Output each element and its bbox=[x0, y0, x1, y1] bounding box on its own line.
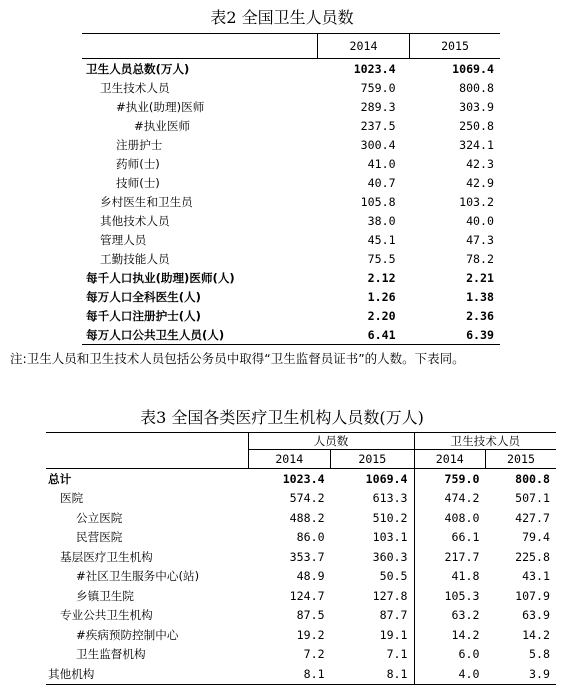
table2-value-2014: 300.4 bbox=[360, 137, 396, 152]
table2-row bbox=[82, 135, 500, 154]
table2-value-2015: 2.21 bbox=[466, 270, 494, 285]
table3-row-label: 总计 bbox=[48, 471, 72, 486]
table2-row-label: #执业(助理)医师 bbox=[116, 99, 205, 114]
table3-year-header: 2015 bbox=[485, 450, 556, 469]
table3-row bbox=[46, 664, 556, 684]
table3-value-cell: 800.8 bbox=[515, 471, 550, 486]
table3-value-cell: 8.1 bbox=[331, 664, 414, 684]
table2-row bbox=[82, 192, 500, 211]
table2-value-2015: 2.36 bbox=[466, 308, 494, 323]
table3-value-cell: 6.0 bbox=[414, 645, 485, 665]
table3-value-cell: 87.7 bbox=[379, 608, 408, 623]
table2-value-2015: 42.9 bbox=[466, 175, 494, 190]
table3-value-cell: 225.8 bbox=[515, 549, 550, 564]
table3-body bbox=[46, 469, 556, 685]
table3-value-cell: 1069.4 bbox=[365, 471, 408, 486]
table2-row-label: 药师(士) bbox=[116, 156, 160, 171]
table3-row-label: 基层医疗卫生机构 bbox=[60, 549, 153, 564]
table3-value-cell: 574.2 bbox=[289, 491, 325, 506]
table3-value-cell: 48.9 bbox=[296, 569, 325, 584]
table3 bbox=[46, 432, 556, 685]
table3-value-cell: 50.5 bbox=[379, 569, 408, 584]
table3-value-cell: 124.7 bbox=[289, 588, 325, 603]
table2-body bbox=[82, 59, 500, 345]
table2-row-label: 其他技术人员 bbox=[100, 213, 170, 228]
table2-row bbox=[82, 230, 500, 249]
table2-value-2014: 38.0 bbox=[367, 213, 396, 228]
table2-row bbox=[82, 154, 500, 173]
table3-value-cell: 7.2 bbox=[303, 647, 325, 662]
table2-row bbox=[82, 268, 500, 287]
table3-header-blank-2 bbox=[46, 450, 248, 469]
table3-value-cell: 759.0 bbox=[414, 469, 485, 489]
table3-title: 表3 全国各类医疗卫生机构人员数(万人) bbox=[140, 408, 424, 427]
table3-value-cell: 127.8 bbox=[372, 588, 408, 603]
table3-value-cell: 103.1 bbox=[372, 530, 408, 545]
table2-title: 表2 全国卫生人员数 bbox=[210, 8, 354, 27]
table2-row bbox=[82, 306, 500, 325]
table2-row bbox=[82, 173, 500, 192]
table3-row-label: 专业公共卫生机构 bbox=[60, 608, 153, 623]
table3-row bbox=[46, 489, 556, 509]
table3-value-cell: 488.2 bbox=[289, 510, 325, 525]
table2-row-label: 卫生技术人员 bbox=[100, 80, 170, 95]
table3-row bbox=[46, 547, 556, 567]
table3-value-cell: 14.2 bbox=[522, 627, 550, 642]
table2-value-2015: 42.3 bbox=[466, 156, 494, 171]
table2-value-2015: 103.2 bbox=[459, 194, 494, 209]
table2-row-label: #执业医师 bbox=[134, 118, 191, 133]
table2-value-2014: 6.41 bbox=[317, 325, 409, 345]
table3-row-label: 医院 bbox=[60, 491, 84, 506]
table3-row-label: 其他机构 bbox=[46, 664, 248, 684]
table2-row-label: 每千人口注册护士(人) bbox=[86, 308, 201, 323]
table2-value-2014: 237.5 bbox=[360, 118, 396, 133]
table3-value-cell: 63.2 bbox=[414, 606, 485, 626]
table3-year-header: 2014 bbox=[248, 450, 331, 469]
table2-value-2014: 2.20 bbox=[367, 308, 396, 323]
table3-year-header-row bbox=[46, 450, 556, 469]
table3-year-header: 2014 bbox=[414, 450, 485, 469]
table2-row bbox=[82, 249, 500, 268]
table2-row-label: 每万人口全科医生(人) bbox=[86, 289, 201, 304]
table3-row bbox=[46, 625, 556, 645]
table3-value-cell: 3.9 bbox=[485, 664, 556, 684]
table2-value-2015: 1.38 bbox=[466, 289, 494, 304]
table3-value-cell: 43.1 bbox=[522, 569, 550, 584]
table2-value-2015: 324.1 bbox=[459, 137, 494, 152]
table2-value-2015: 1069.4 bbox=[452, 61, 494, 76]
table2-value-2014: 759.0 bbox=[360, 80, 396, 95]
table3-row bbox=[46, 586, 556, 606]
table3-row-label: 民营医院 bbox=[76, 530, 123, 545]
table3-value-cell: 107.9 bbox=[515, 588, 550, 603]
table2-row-label: 每万人口公共卫生人员(人) bbox=[82, 325, 317, 345]
table2-value-2014: 2.12 bbox=[367, 270, 396, 285]
table2-value-2014: 289.3 bbox=[360, 99, 396, 114]
table3-row bbox=[46, 606, 556, 626]
table3-value-cell: 353.7 bbox=[289, 549, 325, 564]
table3-value-cell: 66.1 bbox=[414, 528, 485, 548]
table3-value-cell: 4.0 bbox=[414, 664, 485, 684]
table3-row bbox=[46, 528, 556, 548]
table3-row bbox=[46, 469, 556, 489]
table2-value-2014: 40.7 bbox=[367, 175, 396, 190]
table2-value-2015: 40.0 bbox=[466, 213, 494, 228]
table3-row bbox=[46, 645, 556, 665]
table2-value-2014: 105.8 bbox=[360, 194, 396, 209]
table2-row bbox=[82, 97, 500, 116]
table3-row bbox=[46, 508, 556, 528]
table2-row-label: 每千人口执业(助理)医师(人) bbox=[86, 270, 235, 285]
table3-row-label: 卫生监督机构 bbox=[76, 647, 146, 662]
table3-value-cell: 5.8 bbox=[529, 647, 550, 662]
table3-value-cell: 7.1 bbox=[386, 647, 408, 662]
table2-header-row bbox=[82, 34, 500, 59]
table3-value-cell: 86.0 bbox=[296, 530, 325, 545]
table2-row-label: 工勤技能人员 bbox=[100, 251, 170, 266]
table3-value-cell: 79.4 bbox=[522, 530, 550, 545]
table3-row bbox=[46, 567, 556, 587]
table3-group-personnel: 人员数 bbox=[248, 433, 414, 450]
table3-value-cell: 8.1 bbox=[248, 664, 331, 684]
table3-value-cell: 1023.4 bbox=[282, 471, 325, 486]
table2-row bbox=[82, 211, 500, 230]
table2-row bbox=[82, 59, 500, 79]
table2-value-2014: 1.26 bbox=[367, 289, 396, 304]
table3-group-health-tech: 卫生技术人员 bbox=[414, 433, 556, 450]
table3-value-cell: 87.5 bbox=[296, 608, 325, 623]
table2-row-label: 管理人员 bbox=[100, 232, 147, 247]
table3-value-cell: 427.7 bbox=[515, 510, 550, 525]
table2-row bbox=[82, 287, 500, 306]
table3-value-cell: 510.2 bbox=[372, 510, 408, 525]
table3-header-blank bbox=[46, 433, 248, 450]
table2-row bbox=[82, 325, 500, 345]
table3-row-label: 乡镇卫生院 bbox=[76, 588, 134, 603]
table2-header-year-2015: 2015 bbox=[410, 34, 500, 59]
table3-row-label: #社区卫生服务中心(站) bbox=[76, 569, 200, 584]
footnote: 注:卫生人员和卫生技术人员包括公务员中取得“卫生监督员证书”的人数。下表同。 bbox=[10, 351, 465, 366]
table3-value-cell: 14.2 bbox=[414, 625, 485, 645]
table2-row-label: 卫生人员总数(万人) bbox=[86, 61, 190, 76]
table2-value-2014: 45.1 bbox=[367, 232, 396, 247]
table2-value-2014: 75.5 bbox=[367, 251, 396, 266]
table2-row-label: 技师(士) bbox=[116, 175, 160, 190]
table2-value-2014: 41.0 bbox=[367, 156, 396, 171]
table3-year-header: 2015 bbox=[331, 450, 414, 469]
table3-value-cell: 105.3 bbox=[414, 586, 485, 606]
table3-value-cell: 613.3 bbox=[372, 491, 408, 506]
table2-row-label: 注册护士 bbox=[116, 137, 163, 152]
table3-row-label: #疾病预防控制中心 bbox=[76, 627, 179, 642]
table3-value-cell: 19.1 bbox=[379, 627, 408, 642]
table2-header-year-2014: 2014 bbox=[317, 34, 409, 59]
table2 bbox=[82, 33, 500, 345]
table2-value-2015: 6.39 bbox=[410, 325, 500, 345]
table2-row bbox=[82, 116, 500, 135]
table2-value-2015: 47.3 bbox=[466, 232, 494, 247]
table3-value-cell: 19.2 bbox=[296, 627, 325, 642]
table2-value-2015: 78.2 bbox=[466, 251, 494, 266]
table2-value-2014: 1023.4 bbox=[353, 61, 396, 76]
table3-value-cell: 41.8 bbox=[414, 567, 485, 587]
table2-row bbox=[82, 78, 500, 97]
table3-value-cell: 217.7 bbox=[414, 547, 485, 567]
table2-value-2015: 250.8 bbox=[459, 118, 494, 133]
table3-value-cell: 408.0 bbox=[414, 508, 485, 528]
table2-value-2015: 800.8 bbox=[459, 80, 494, 95]
table2-value-2015: 303.9 bbox=[459, 99, 494, 114]
table3-value-cell: 474.2 bbox=[414, 489, 485, 509]
table3-value-cell: 360.3 bbox=[372, 549, 408, 564]
table3-value-cell: 507.1 bbox=[515, 491, 550, 506]
table2-header-blank bbox=[82, 34, 317, 59]
table3-group-header-row bbox=[46, 433, 556, 450]
table3-row-label: 公立医院 bbox=[76, 510, 123, 525]
table2-row-label: 乡村医生和卫生员 bbox=[100, 194, 193, 209]
table3-value-cell: 63.9 bbox=[522, 608, 550, 623]
